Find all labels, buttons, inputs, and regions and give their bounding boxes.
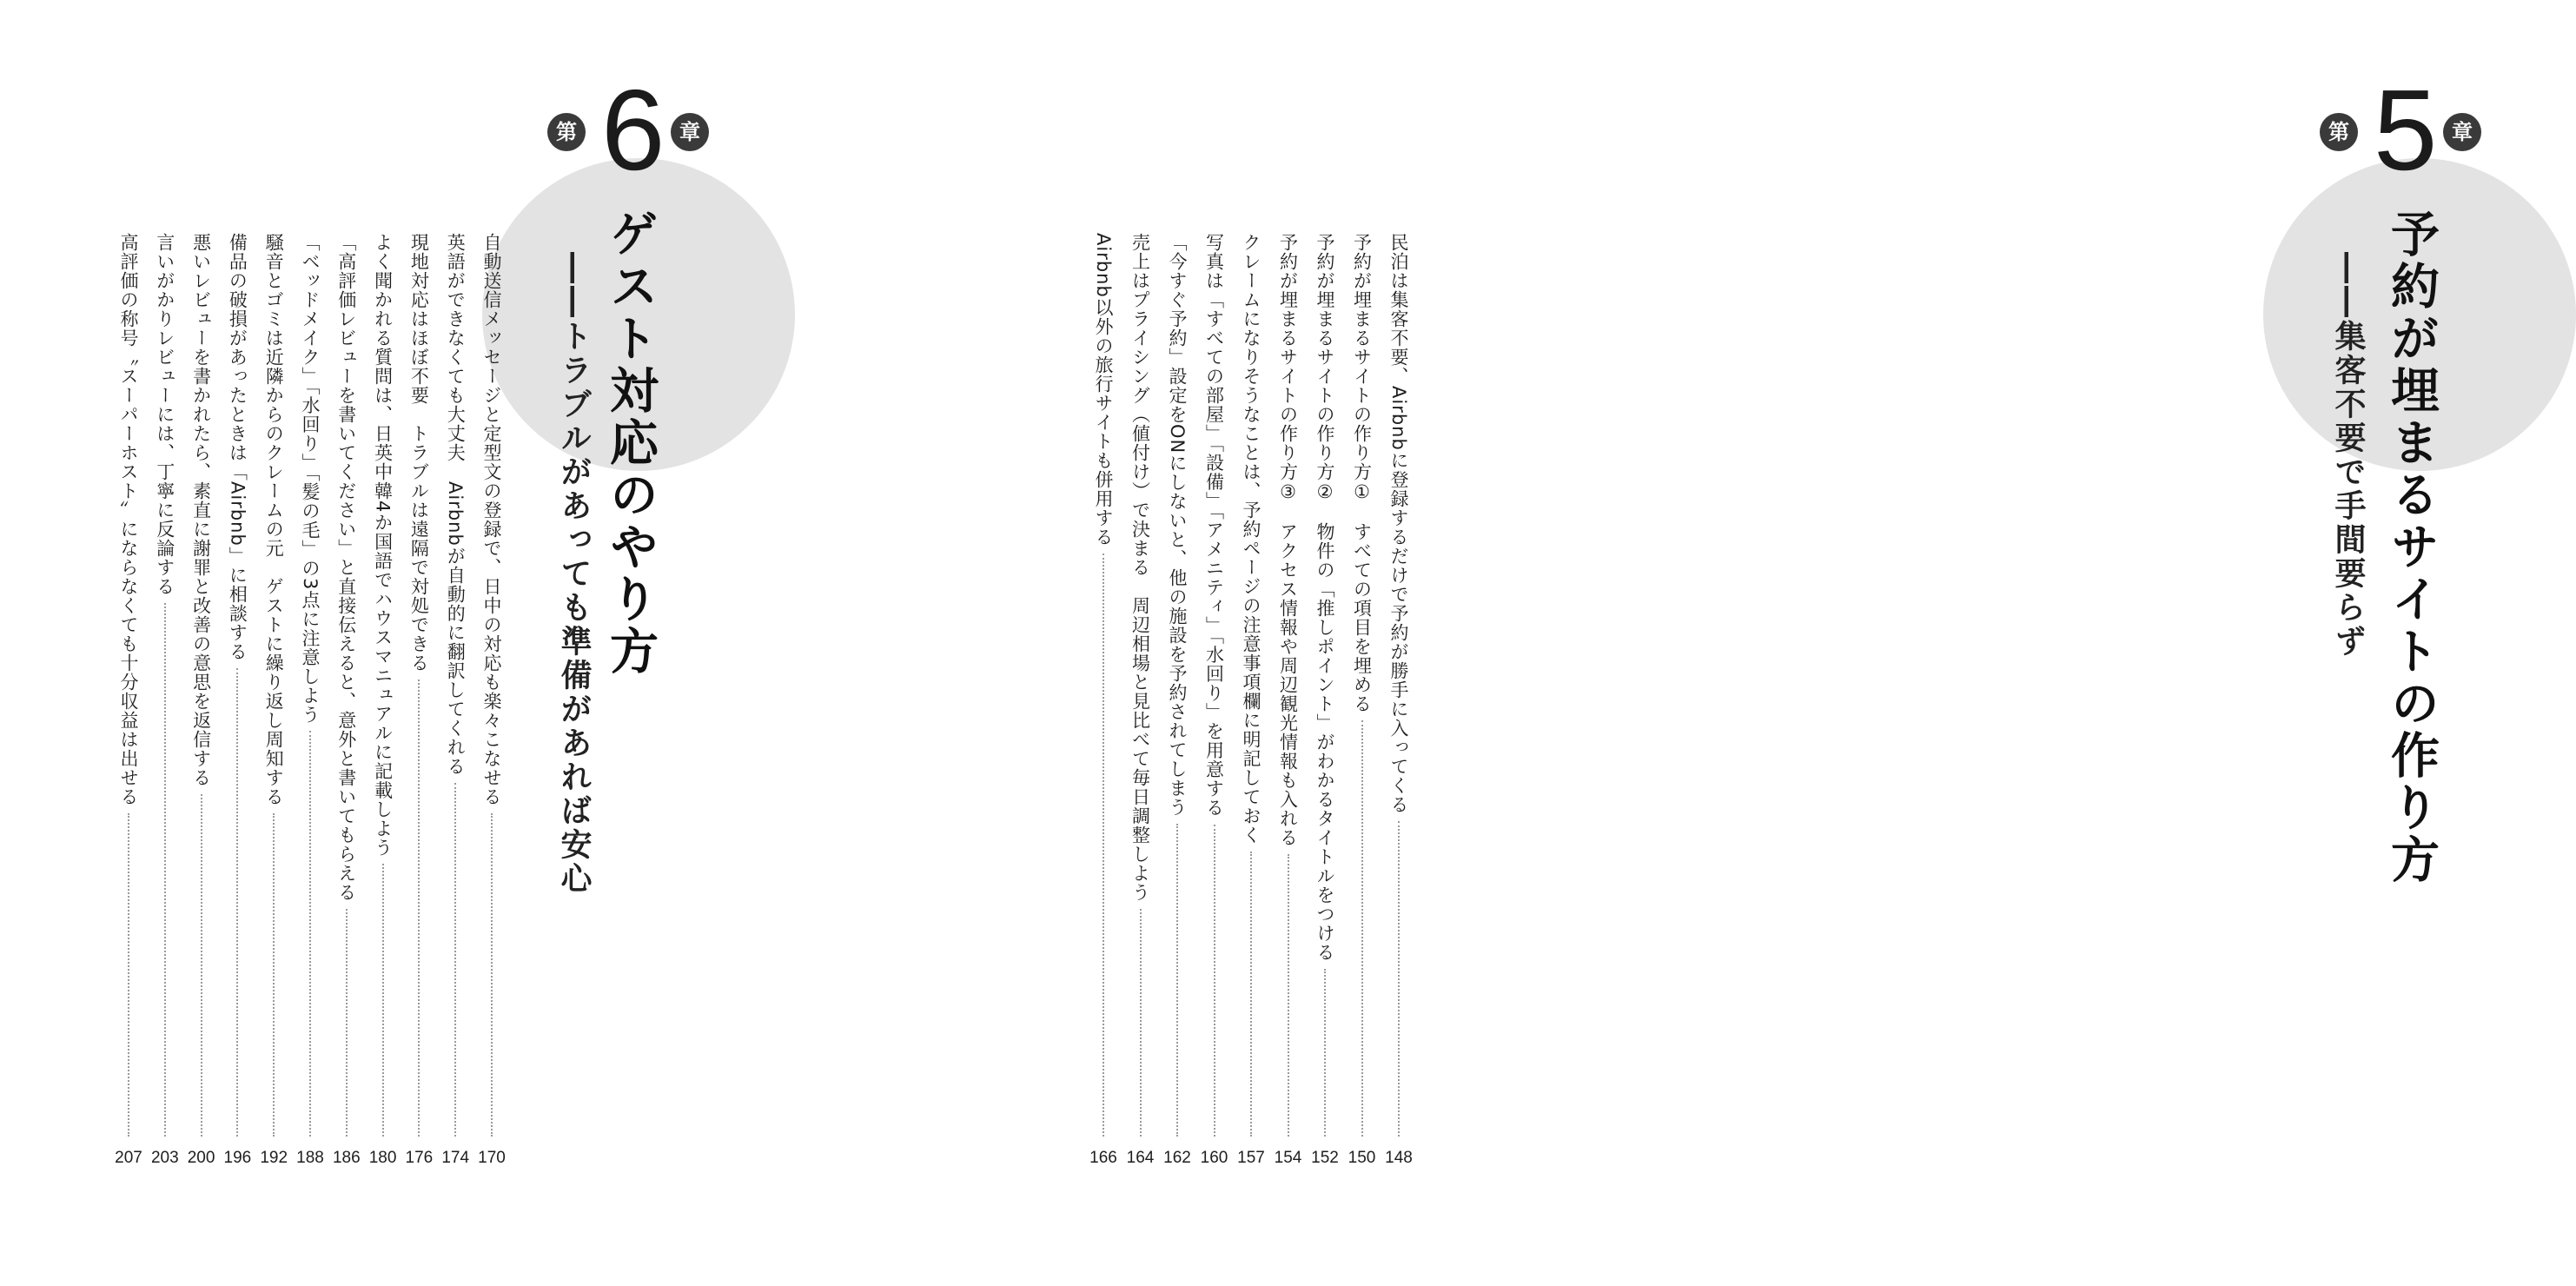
toc-page-number: 196 bbox=[223, 1149, 252, 1167]
toc-dot-leader bbox=[1214, 825, 1215, 1137]
toc-entry[interactable] bbox=[260, 233, 288, 1167]
toc-dot-leader bbox=[309, 731, 311, 1137]
toc-dot-leader bbox=[128, 813, 129, 1137]
toc-entry[interactable] bbox=[1274, 233, 1302, 1167]
toc-page-number: 176 bbox=[405, 1149, 434, 1167]
toc-page-number: 154 bbox=[1274, 1149, 1302, 1167]
toc-entry-title: クレームになりそうなことは、予約ページの注意事項欄に明記しておく bbox=[1241, 233, 1262, 845]
toc-dot-leader bbox=[418, 679, 420, 1137]
toc-dot-leader bbox=[491, 813, 493, 1137]
toc-dot-leader bbox=[236, 668, 238, 1137]
toc-entry-title: 予約が埋まるサイトの作り方① すべての項目を埋める bbox=[1351, 233, 1373, 713]
toc-entry-title: 写真は「すべての部屋」「設備」「アメニティ」「水回り」を用意する bbox=[1203, 233, 1225, 818]
chapter-5-subtitle: ――集客不要で手間要らず bbox=[2330, 252, 2366, 659]
toc-page-number: 148 bbox=[1385, 1149, 1413, 1167]
toc-entry[interactable] bbox=[332, 233, 361, 1167]
toc-entry[interactable] bbox=[478, 233, 506, 1167]
toc-entry[interactable] bbox=[1163, 233, 1191, 1167]
chapter-6-number: 6 bbox=[601, 66, 666, 194]
toc-page-number: 186 bbox=[332, 1149, 361, 1167]
toc-entry-title: 言いがかりレビューには、丁寧に反論する bbox=[154, 233, 175, 596]
toc-page-number: 192 bbox=[260, 1149, 288, 1167]
toc-dot-leader bbox=[1103, 554, 1104, 1137]
chapter-6-badge-suffix: 章 bbox=[671, 113, 709, 151]
chapter-5-badge-suffix: 章 bbox=[2443, 113, 2481, 151]
toc-dot-leader bbox=[1288, 854, 1289, 1137]
toc-entry[interactable] bbox=[223, 233, 252, 1167]
toc-entry[interactable] bbox=[1237, 233, 1265, 1167]
toc-entry[interactable] bbox=[1348, 233, 1376, 1167]
toc-entry[interactable] bbox=[150, 233, 179, 1167]
toc-page-number: 160 bbox=[1200, 1149, 1228, 1167]
toc-page-number: 170 bbox=[478, 1149, 506, 1167]
toc-entry-title: 「ベッドメイク」「水回り」「髪の毛」の3点に注意しよう bbox=[300, 233, 321, 725]
toc-page-number: 157 bbox=[1237, 1149, 1265, 1167]
toc-entry[interactable] bbox=[441, 233, 470, 1167]
toc-entry-title: 売上はプライシング（値付け）で決まる 周辺相場と見比べて毎日調整しよう bbox=[1129, 233, 1151, 902]
toc-entry[interactable] bbox=[1126, 233, 1155, 1167]
toc-entry-title: 備品の破損があったときは「Airbnb」に相談する bbox=[227, 233, 248, 661]
chapter-5-page bbox=[869, 0, 2473, 1286]
toc-dot-leader bbox=[454, 783, 456, 1137]
toc-entry-title: 悪いレビューを書かれたら、素直に謝罪と改善の意思を返信する bbox=[190, 233, 212, 787]
toc-entry-title: 自動送信メッセージと定型文の登録で、日中の対応も楽々こなせる bbox=[481, 233, 502, 806]
toc-page-number: 166 bbox=[1089, 1149, 1117, 1167]
toc-entry-title: 英語ができなくても大丈夫 Airbnbが自動的に翻訳してくれる bbox=[445, 233, 467, 776]
chapter-6-page bbox=[0, 0, 869, 1286]
toc-entry[interactable] bbox=[1089, 233, 1117, 1167]
toc-page-number: 152 bbox=[1311, 1149, 1339, 1167]
toc-dot-leader bbox=[1250, 852, 1252, 1137]
toc-dot-leader bbox=[1361, 720, 1363, 1137]
toc-dot-leader bbox=[273, 813, 275, 1137]
toc-page-number: 188 bbox=[296, 1149, 324, 1167]
toc-entry[interactable] bbox=[368, 233, 397, 1167]
toc-page-number: 150 bbox=[1348, 1149, 1376, 1167]
toc-entry[interactable] bbox=[115, 233, 142, 1167]
chapter-5-title: 予約が埋まるサイトの作り方 bbox=[2383, 209, 2440, 886]
toc-dot-leader bbox=[382, 864, 384, 1137]
toc-page-number: 203 bbox=[150, 1149, 179, 1167]
toc-dot-leader bbox=[164, 603, 166, 1137]
toc-entry[interactable] bbox=[405, 233, 434, 1167]
toc-entry-title: 民泊は集客不要、Airbnbに登録するだけで予約が勝手に入ってくる bbox=[1388, 233, 1409, 814]
toc-entry-title: 予約が埋まるサイトの作り方③ アクセス情報や周辺観光情報も入れる bbox=[1277, 233, 1299, 847]
toc-entry[interactable] bbox=[296, 233, 324, 1167]
chapter-5-number: 5 bbox=[2374, 66, 2438, 194]
chapter-6-badge-prefix: 第 bbox=[547, 113, 586, 151]
toc-entry-title: 「高評価レビューを書いてください」と直接伝えると、意外と書いてもらえる bbox=[335, 233, 357, 902]
toc-page-number: 180 bbox=[368, 1149, 397, 1167]
chapter-6-title: ゲスト対応のやり方 bbox=[602, 209, 659, 678]
toc-dot-leader bbox=[201, 794, 202, 1137]
toc-page-number: 174 bbox=[441, 1149, 470, 1167]
toc-dot-leader bbox=[1176, 824, 1178, 1137]
toc-entry-title: Airbnb以外の旅行サイトも併用する bbox=[1093, 233, 1114, 547]
toc-entry-title: 予約が埋まるサイトの作り方② 物件の「推しポイント」がわかるタイトルをつける bbox=[1314, 233, 1335, 962]
toc-entry[interactable] bbox=[1385, 233, 1413, 1167]
toc-entry-title: 「今すぐ予約」設定をONにしないと、他の施設を予約されてしまう bbox=[1167, 233, 1188, 818]
toc-entry[interactable] bbox=[1200, 233, 1228, 1167]
toc-entry[interactable] bbox=[187, 233, 215, 1167]
toc-page-number: 164 bbox=[1126, 1149, 1155, 1167]
chapter-6-subtitle: ――トラブルがあっても準備があれば安心 bbox=[556, 252, 592, 896]
toc-entry-title: 騒音とゴミは近隣からのクレームの元 ゲストに繰り返し周知する bbox=[263, 233, 285, 806]
toc-entry-title: よく聞かれる質問は、日英中韓4か国語でハウスマニュアルに記載しよう bbox=[372, 233, 394, 858]
toc-entry[interactable] bbox=[1311, 233, 1339, 1167]
toc-page-number: 162 bbox=[1163, 1149, 1191, 1167]
toc-dot-leader bbox=[1324, 969, 1326, 1137]
chapter-5-badge-prefix: 第 bbox=[2320, 113, 2358, 151]
toc-dot-leader bbox=[1140, 909, 1142, 1137]
toc-page-number: 200 bbox=[187, 1149, 215, 1167]
toc-dot-leader bbox=[1398, 821, 1400, 1137]
toc-entry-title: 高評価の称号〝スーパーホスト〟にならなくても十分収益は出せる bbox=[118, 233, 139, 806]
toc-page-number: 207 bbox=[115, 1149, 142, 1167]
toc-entry-title: 現地対応はほぼ不要 トラブルは遠隔で対処できる bbox=[408, 233, 430, 673]
toc-dot-leader bbox=[346, 909, 348, 1137]
